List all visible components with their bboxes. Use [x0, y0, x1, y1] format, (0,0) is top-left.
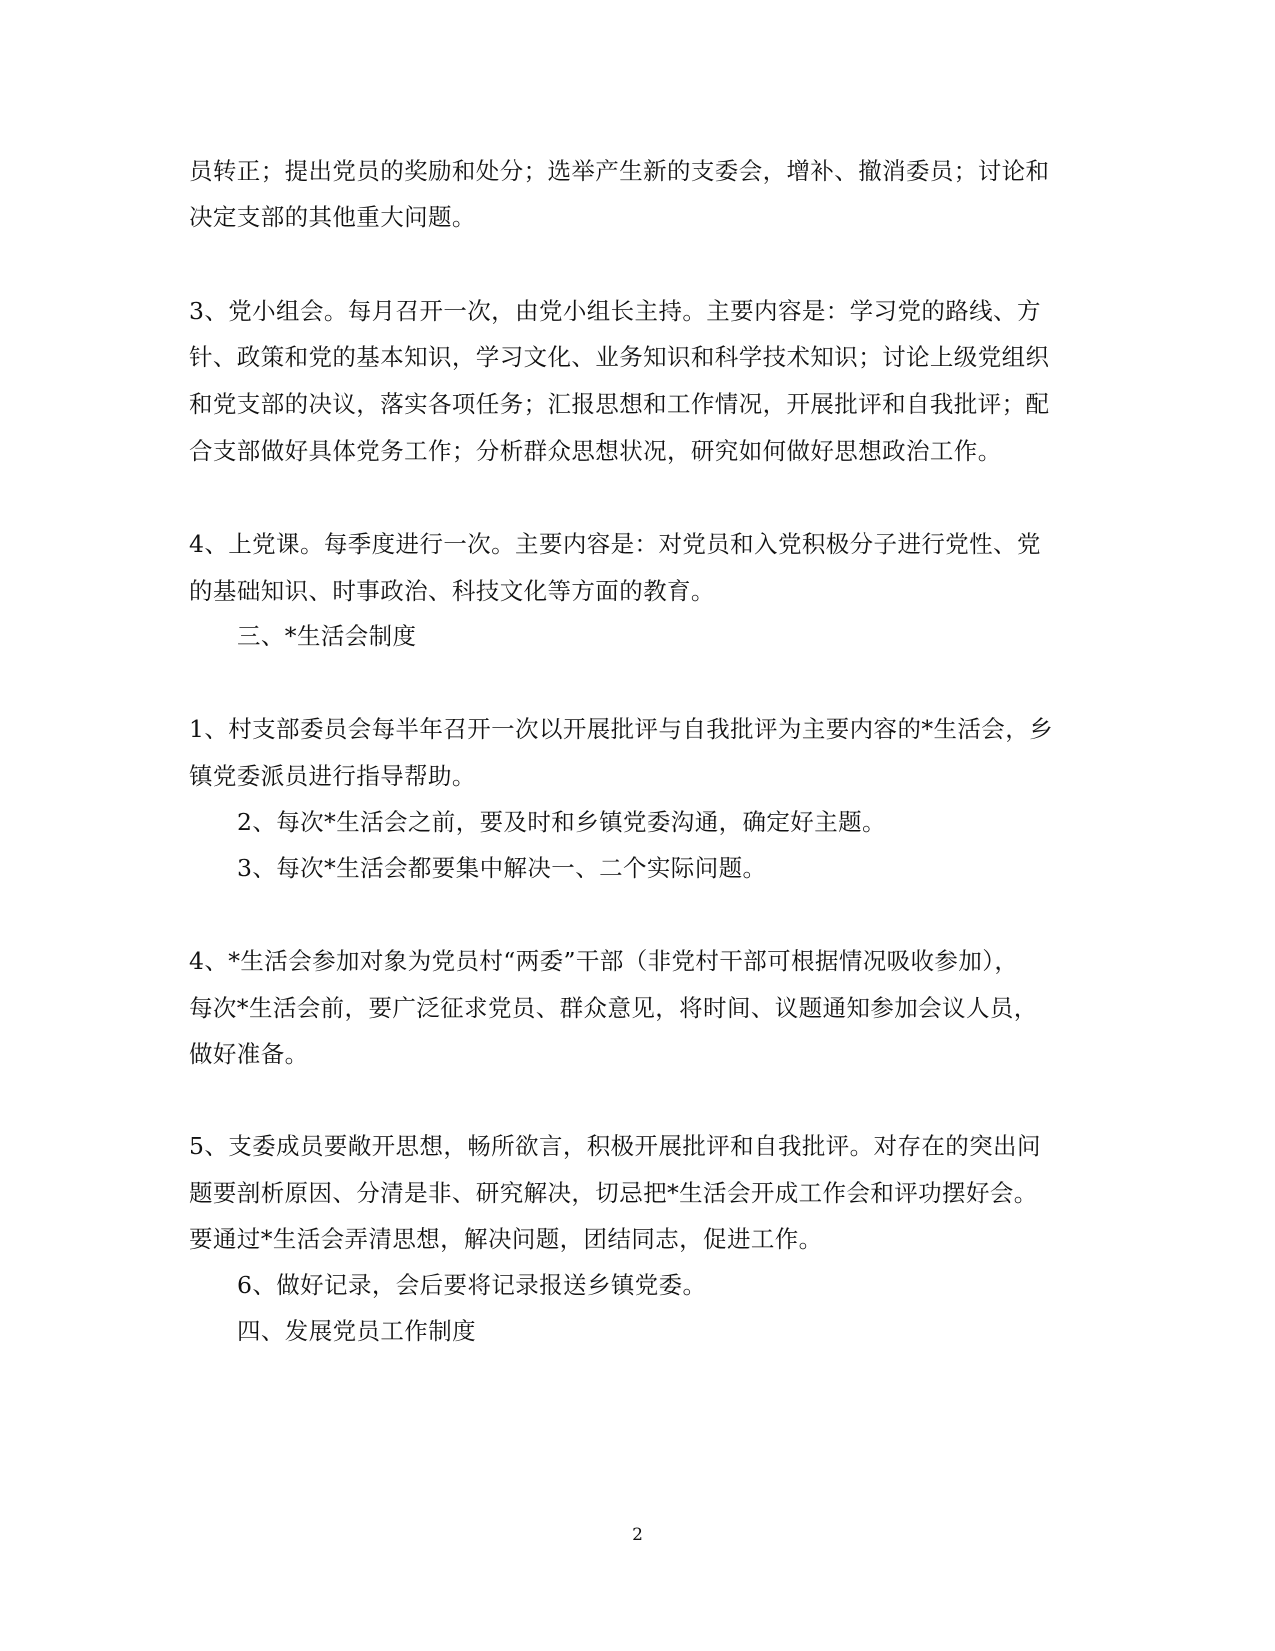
text-line: 和党支部的决议，落实各项任务；汇报思想和工作情况，开展批评和自我批评；配: [189, 390, 1050, 418]
text-line: 针、政策和党的基本知识，学习文化、业务知识和科学技术知识；讨论上级党组织: [189, 343, 1050, 371]
text-line: 4、上党课。每季度进行一次。主要内容是：对党员和入党积极分子进行党性、党: [189, 530, 1041, 558]
text-line: 2、每次*生活会之前，要及时和乡镇党委沟通，确定好主题。: [237, 808, 886, 836]
text-line: 1、村支部委员会每半年召开一次以开展批评与自我批评为主要内容的*生活会，乡: [189, 715, 1054, 743]
text-line: 镇党委派员进行指导帮助。: [189, 762, 476, 790]
text-line: 3、每次*生活会都要集中解决一、二个实际问题。: [237, 854, 767, 882]
text-line: 5、支委成员要敞开思想，畅所欲言，积极开展批评和自我批评。对存在的突出问: [189, 1132, 1041, 1160]
page-number: 2: [632, 1525, 643, 1545]
section-heading: 三、*生活会制度: [237, 622, 417, 650]
text-line: 员转正；提出党员的奖励和处分；选举产生新的支委会，增补、撤消委员；讨论和: [189, 157, 1050, 185]
text-line: 4、*生活会参加对象为党员村“两委”干部（非党村干部可根据情况吸收参加），: [189, 947, 1019, 975]
section-heading: 四、发展党员工作制度: [237, 1317, 476, 1345]
text-line: 要通过*生活会弄清思想，解决问题，团结同志，促进工作。: [189, 1225, 823, 1253]
text-line: 决定支部的其他重大问题。: [189, 203, 476, 231]
text-line: 3、党小组会。每月召开一次，由党小组长主持。主要内容是：学习党的路线、方: [189, 297, 1041, 325]
text-line: 每次*生活会前，要广泛征求党员、群众意见，将时间、议题通知参加会议人员，: [189, 994, 1038, 1022]
text-line: 合支部做好具体党务工作；分析群众思想状况，研究如何做好思想政治工作。: [189, 437, 1002, 465]
text-line: 做好准备。: [189, 1040, 309, 1068]
text-line: 的基础知识、时事政治、科技文化等方面的教育。: [189, 577, 715, 605]
text-line: 题要剖析原因、分清是非、研究解决，切忌把*生活会开成工作会和评功摆好会。: [189, 1179, 1038, 1207]
text-line: 6、做好记录，会后要将记录报送乡镇党委。: [237, 1271, 707, 1299]
